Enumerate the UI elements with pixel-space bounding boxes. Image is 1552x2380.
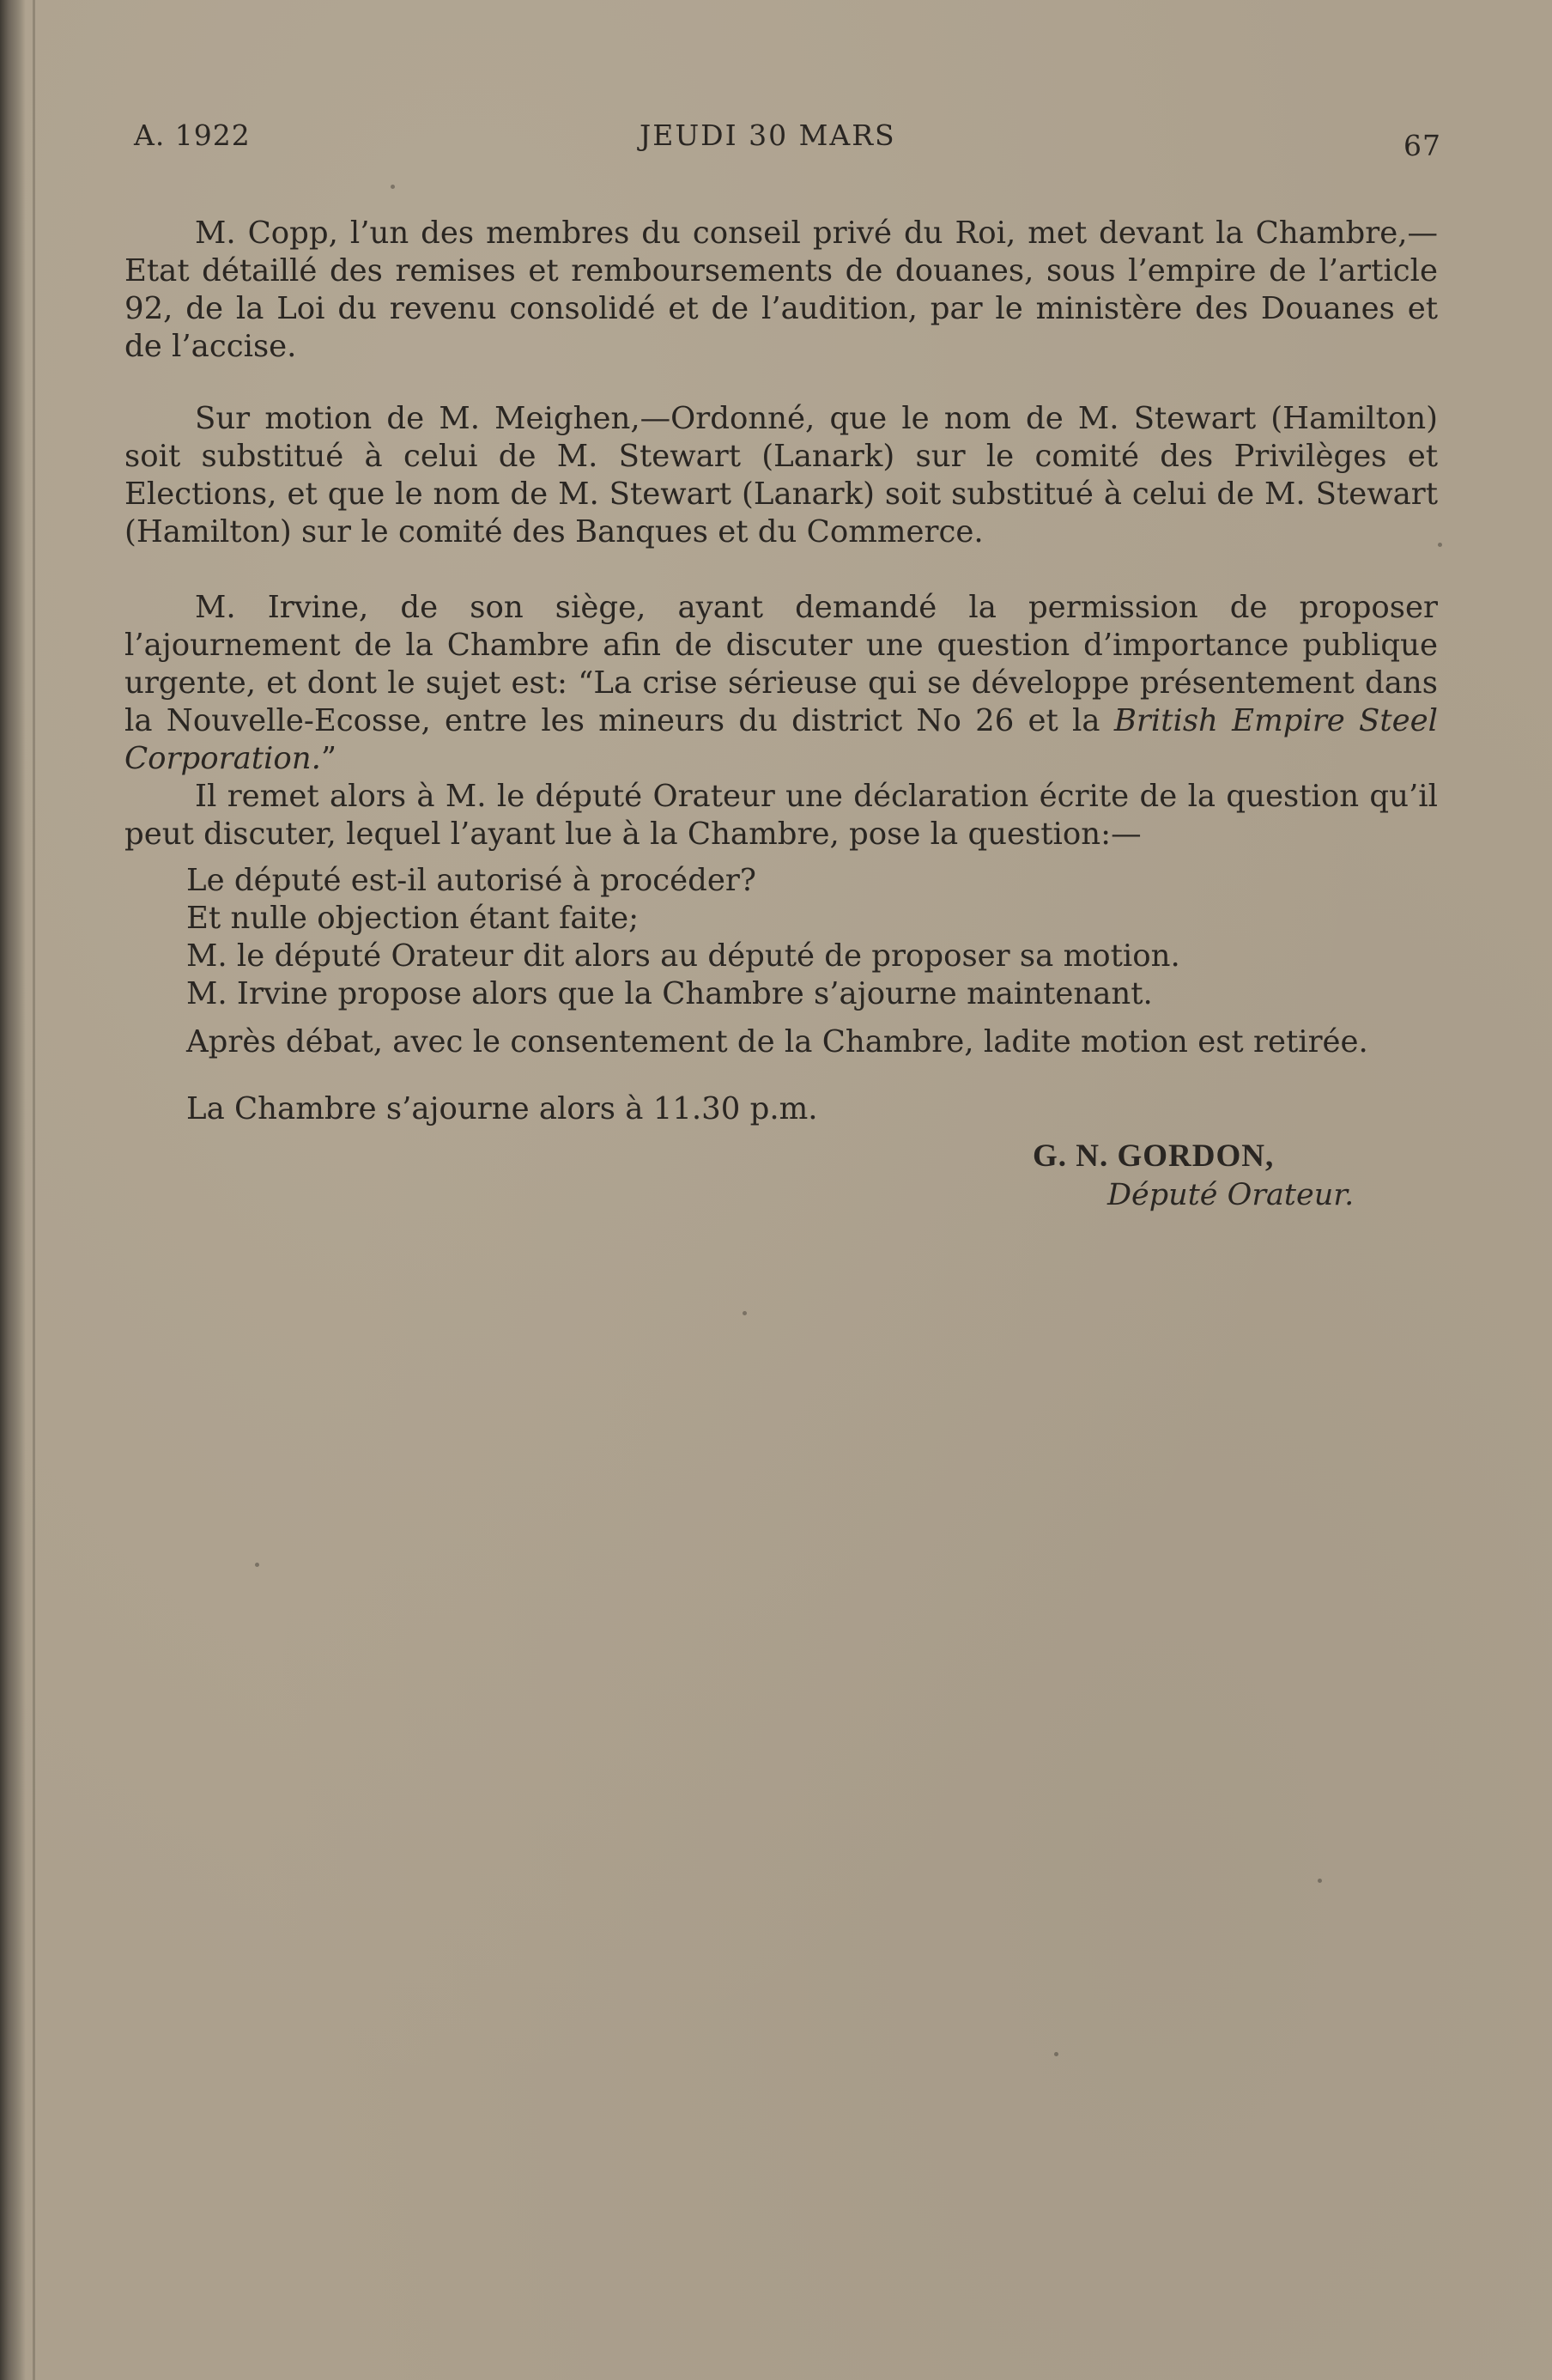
signature-title: Député Orateur.: [1107, 1178, 1355, 1212]
line-no-objection: Et nulle objection étant faite;: [186, 901, 640, 936]
paper-speck: [743, 1311, 747, 1315]
paper-speck: [1438, 543, 1442, 547]
line-orateur: M. le député Orateur dit alors au député de proposer sa motion.: [186, 938, 1180, 974]
irvine-request-text: M. Irvine, de son siège, ayant demandé la permission de proposer l’ajournement de la Chambre afin de discuter une question d’importance publique urgente, et dont le sujet est: “La crise sérieuse qui se développe présentement dans la Nouvelle-Ecosse, entre les mineurs du district No 26 et la: [124, 590, 1438, 738]
line-question: Le député est-il autorisé à procéder?: [186, 863, 756, 898]
binding-edge: [0, 0, 26, 2380]
paper-speck: [1318, 1879, 1322, 1883]
header-year: A. 1922: [134, 118, 251, 152]
paragraph-declaration: Il remet alors à M. le député Orateur une déclaration écrite de la question qu’il peut discuter, lequel l’ayant lue à la Chambre, pose la question:—: [124, 779, 1438, 852]
paragraph-meighen-motion: Sur motion de M. Meighen,—Ordonné, que le nom de M. Stewart (Hamilton) soit substitué à celui de M. Stewart (Lanark) sur le comité des Privilèges et Elections, et que le nom de M. Stewart (Lanark) soit substitué à celui de M. Stewart (Hamilton) sur le comité des Banques et du Commerce.: [124, 401, 1438, 549]
closing-quote: ”: [320, 741, 337, 776]
page-number: 67: [1403, 129, 1441, 162]
journal-body: [124, 215, 1438, 1128]
paragraph-copp: M. Copp, l’un des membres du conseil privé du Roi, met devant la Chambre,—Etat détaillé des remises et remboursements de douanes, sous l’empire de l’article 92, de la Loi du revenu consolidé et de l’audition, par le ministère des Douanes et de l’accise.: [124, 216, 1438, 364]
header-date: JEUDI 30 MARS: [640, 118, 896, 152]
paper-speck: [255, 1563, 259, 1567]
line-motion-withdrawn: Après débat, avec le consentement de la Chambre, ladite motion est retirée.: [186, 1024, 1368, 1059]
running-header: [129, 113, 1442, 165]
paper-speck: [391, 185, 395, 189]
signature-block: [1026, 1138, 1386, 1212]
binding-shadow: [33, 0, 35, 2380]
paragraph-irvine-request: [124, 589, 1438, 778]
line-adjournment: La Chambre s’ajourne alors à 11.30 p.m.: [186, 1091, 818, 1126]
paper-speck: [1054, 2052, 1058, 2056]
signature-name: G. N. GORDON,: [1033, 1138, 1275, 1174]
corporation-name: British Empire Steel Corporation.: [124, 703, 1438, 776]
line-irvine-motion: M. Irvine propose alors que la Chambre s’ajourne maintenant.: [186, 976, 1153, 1011]
